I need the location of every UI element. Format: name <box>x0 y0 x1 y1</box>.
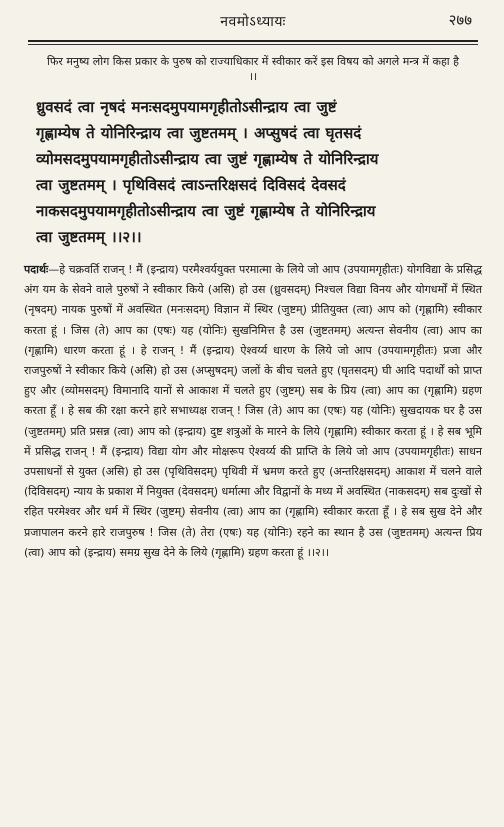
intro-text: फिर मनुष्य लोग किस प्रकार के पुरुष को राज्याधिकार में स्वीकार करें इस विषय को अगले मन्त्र में कहा है ।। <box>47 55 459 83</box>
header-rule <box>28 40 478 42</box>
mantra-line: गृह्णाम्येष ते योनिरिन्द्राय त्वा जुष्टतमम् । अप्सुषदं त्वा घृतसदं <box>36 124 362 142</box>
mantra-line: त्वा जुष्टतमम् ।।२।। <box>36 228 142 246</box>
commentary-text: —हे चक्रवर्ति राजन् ! मैं (इन्द्राय) परमैश्वर्ययुक्त परमात्मा के लिये जो आप (उपयामगृहीतः) योगविद्या के प्रसिद्ध अंग यम के सेवने वाले पुरुषों ने स्वीकार किये (असि) हो उस (ध्रुवसदम्) निश्चल विद्या विनय और योगधर्मों में स्थित (नृषदम्) नायक पुरुषों में अवस्थित (मनःसदम्) विज्ञान में स्थिर (जुष्टम्) प्रीतियुक्त (त्वा) आप को (गृह्णामि) स्वीकार करता हूं । जिस (ते) आप का (एषः) यह (योनिः) सुखनिमित्त है उस (जुष्टतमम्) अत्यन्त सेवनीय (त्वा) आप का (गृह्णामि) धारण करता हूं । हे राजन् ! मैं (इन्द्राय) ऐश्वर्य्य धारण के लिये जो आप (उपयामगृहीतः) प्रजा और राजपुरुषों ने स्वीकार किये (असि) हो उस (अप्सुषदम्) जलों के बीच चलते हुए (घृतसदम्) घी आदि पदार्थों को प्राप्त हुए और (व्योमसदम्) विमानादि यानों से आकाश में चलते हुए (जुष्टम्) सब के प्रिय (त्वा) आप का (गृह्णामि) ग्रहण करता हूँ । हे सब की रक्षा करने हारे सभाध्यक्ष राजन् ! जिस (ते) आप का (एषः) यह (योनिः) सुखदायक घर है उस (जुष्टतमम्) प्रति प्रसन्न (त्वा) आप को (इन्द्राय) दुष्ट शत्रुओं के मारने के लिये (गृह्णामि) स्वीकार करता हूं । हे सब भूमि में प्रसिद्ध राजन् ! मैं (इन्द्राय) विद्या योग और मोक्षरूप ऐश्वर्य्य की प्राप्ति के लिये जो आप (उपयामगृहीतः) साधन उपसाधनों से युक्त (असि) हो उस (पृथिविसदम्) पृथिवी में भ्रमण करते हुए (अन्तरिक्षसदम्) आकाश में चलने वाले (दिविसदम्) न्याय के प्रकाश में नियुक्त (देवसदम्) धर्मात्मा और विद्वानों के मध्य में अवस्थित (नाकसदम्) सब दुःखों से रहित परमेश्वर और धर्म में स्थिर (जुष्टम्) सेवनीय (त्वा) आप का (गृह्णामि) स्वीकार करता हूँ । हे सब सुख देने और प्रजापालन करने हारे राजपुरुष ! जिस (ते) तेरा (एषः) यह (योनिः) रहने का स्थान है उस (जुष्टतमम्) अत्यन्त प्रिय (त्वा) आप को (इन्द्राय) समग्र सुख देने के लिये (गृह्णामि) ग्रहण करता हूं ।।२।। <box>24 263 482 559</box>
commentary-paragraph <box>24 260 482 563</box>
mantra-line: ध्रुवसदं त्वा नृषदं मनःसदमुपयामगृहीतोऽसीन्द्राय त्वा जुष्टं <box>36 98 337 116</box>
header-rule-thin <box>28 44 478 45</box>
commentary-label: पदार्थः <box>24 263 49 276</box>
mantra-line: त्वा जुष्टतमम् । पृथिविसदं त्वाऽन्तरिक्षसदं दिविसदं देवसदं <box>36 176 346 194</box>
mantra-line: व्योमसदमुपयामगृहीतोऽसीन्द्राय त्वा जुष्टं गृह्णाम्येष ते योनिरिन्द्राय <box>36 150 379 168</box>
page-header <box>24 0 482 40</box>
chapter-title: नवमोऽध्यायः <box>220 14 286 30</box>
mantra-block <box>24 94 482 250</box>
page-number: २७७ <box>448 11 472 29</box>
mantra-line: नाकसदमुपयामगृहीतोऽसीन्द्राय त्वा जुष्टं गृह्णाम्येष ते योनिरिन्द्राय <box>36 202 376 220</box>
